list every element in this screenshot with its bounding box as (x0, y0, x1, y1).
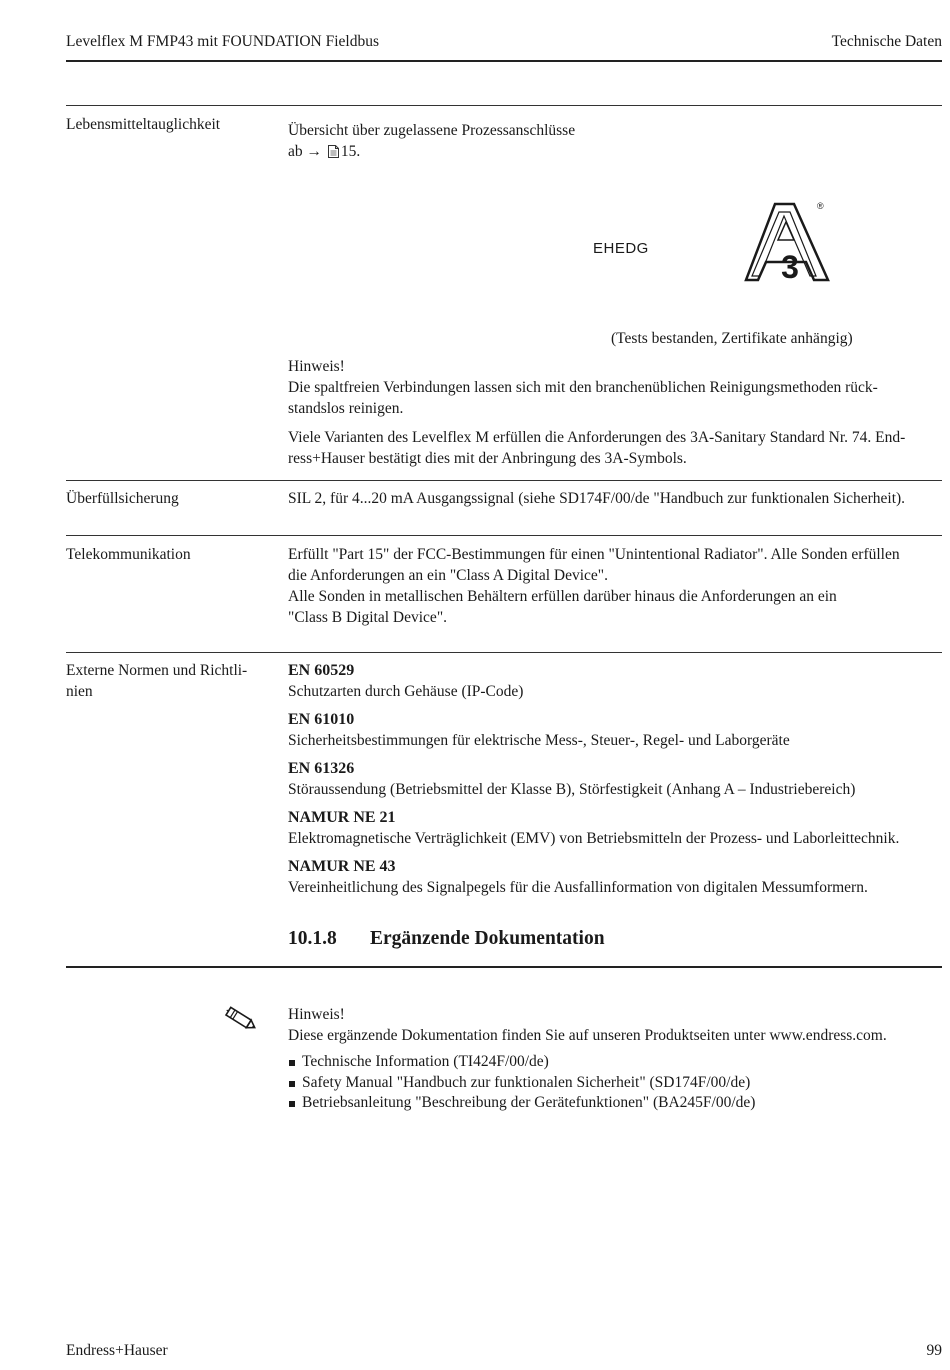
row-label-norms-line1: Externe Normen und Richtli- (66, 662, 248, 679)
food-safety-notes (288, 356, 943, 469)
telecom-content (288, 544, 943, 628)
norm-title: NAMUR NE 43 (288, 858, 396, 875)
norm-title: EN 60529 (288, 662, 355, 679)
section-heading (288, 928, 605, 950)
row-label-norms-line2: nien (66, 683, 93, 700)
norm-description: Vereinheitlichung des Signalpegels für die Ausfallinformation von digitalen Messumformern. (288, 879, 868, 896)
list-item-text: Betriebsanleitung "Beschreibung der Gerätefunktionen" (BA245F/00/de) (302, 1094, 756, 1111)
3a-sanitary-logo (742, 198, 838, 288)
bullet-square-icon (289, 1060, 295, 1066)
food-safety-line2 (288, 141, 943, 164)
note-text-line1: Die spaltfreien Verbindungen lassen sich mit den branchenüblichen Reinigungsmethoden rück- (288, 379, 878, 396)
overfill-text: SIL 2, für 4...20 mA Ausgangssignal (siehe SD174F/00/de "Handbuch zur funktionalen Sicherheit). (288, 490, 906, 507)
telecom-line4: "Class B Digital Device". (288, 609, 448, 626)
list-item (288, 1073, 943, 1094)
row-divider (66, 105, 942, 106)
note-title: Hinweis! (288, 1006, 345, 1023)
row-label-overfill: Überfüllsicherung (66, 490, 179, 507)
norm-description: Sicherheitsbestimmungen für elektrische Mess-, Steuer-, Regel- und Laborgeräte (288, 732, 790, 749)
list-item (288, 1052, 943, 1073)
section-rule (66, 966, 942, 968)
telecom-line1: Erfüllt "Part 15" der FCC-Bestimmungen für einen "Unintentional Radiator". Alle Sonden erfüllen (288, 546, 900, 563)
note-title: Hinweis! (288, 358, 345, 375)
bullet-square-icon (289, 1081, 295, 1087)
row-label-food-safety: Lebensmitteltauglichkeit (66, 116, 221, 133)
note-text: Diese ergänzende Dokumentation finden Sie auf unseren Produktseiten unter www.endress.com. (288, 1027, 887, 1044)
page-reference-number: 15. (340, 143, 361, 160)
list-item-text: Technische Information (TI424F/00/de) (302, 1053, 549, 1070)
arrow-text: ab → (288, 143, 323, 160)
row-label-telecom: Telekommunikation (66, 546, 191, 563)
bullet-square-icon (289, 1101, 295, 1107)
row-divider (66, 652, 942, 653)
norm-item (288, 660, 943, 702)
telecom-line2: die Anforderungen an ein "Class A Digital Device". (288, 567, 608, 584)
norm-title: EN 61010 (288, 711, 355, 728)
ehedg-label: EHEDG (593, 240, 649, 257)
norm-description: Störaussendung (Betriebsmittel der Klasse B), Störfestigkeit (Anhang A – Industriebereich) (288, 781, 856, 798)
norm-description: Schutzarten durch Gehäuse (IP-Code) (288, 683, 524, 700)
3a-standard-line1: Viele Varianten des Levelflex M erfüllen die Anforderungen des 3A-Sanitary Standard Nr. 74. End- (288, 429, 906, 446)
row-divider (66, 535, 942, 536)
3a-logo-numeral: 3 (781, 249, 799, 285)
norm-title: EN 61326 (288, 760, 355, 777)
norms-list (288, 660, 943, 905)
food-safety-content (288, 120, 943, 164)
list-item-text: Safety Manual "Handbuch zur funktionalen Sicherheit" (SD174F/00/de) (302, 1073, 751, 1091)
page-reference-icon (328, 143, 339, 164)
footer-company: Endress+Hauser (66, 1342, 168, 1359)
norm-item (288, 856, 943, 898)
tests-status-note: (Tests bestanden, Zertifikate anhängig) (611, 330, 853, 347)
running-header-section: Technische Daten (831, 33, 942, 50)
header-rule (66, 60, 942, 62)
documentation-note (288, 1004, 943, 1114)
norm-item (288, 709, 943, 751)
page-number: 99 (926, 1342, 942, 1359)
section-number: 10.1.8 (288, 928, 337, 949)
row-label-norms (66, 660, 271, 702)
food-safety-line1: Übersicht über zugelassene Prozessanschlüsse (288, 122, 576, 139)
registered-mark: ® (817, 201, 824, 211)
norm-title: NAMUR NE 21 (288, 809, 396, 826)
telecom-line3: Alle Sonden in metallischen Behältern erfüllen darüber hinaus die Anforderungen an ein (288, 588, 837, 605)
norm-description: Elektromagnetische Verträglichkeit (EMV) von Betriebsmitteln der Prozess- und Laborleittechnik. (288, 830, 900, 847)
list-item (288, 1093, 943, 1114)
norm-item (288, 758, 943, 800)
pencil-icon (220, 1004, 260, 1039)
norm-item (288, 807, 943, 849)
row-divider (66, 480, 942, 481)
3a-standard-line2: ress+Hauser bestätigt dies mit der Anbringung des 3A-Symbols. (288, 450, 687, 467)
running-header-title: Levelflex M FMP43 mit FOUNDATION Fieldbus (66, 33, 380, 50)
section-title: Ergänzende Dokumentation (370, 928, 605, 949)
documentation-list (288, 1052, 943, 1114)
note-text-line2: standslos reinigen. (288, 400, 404, 417)
